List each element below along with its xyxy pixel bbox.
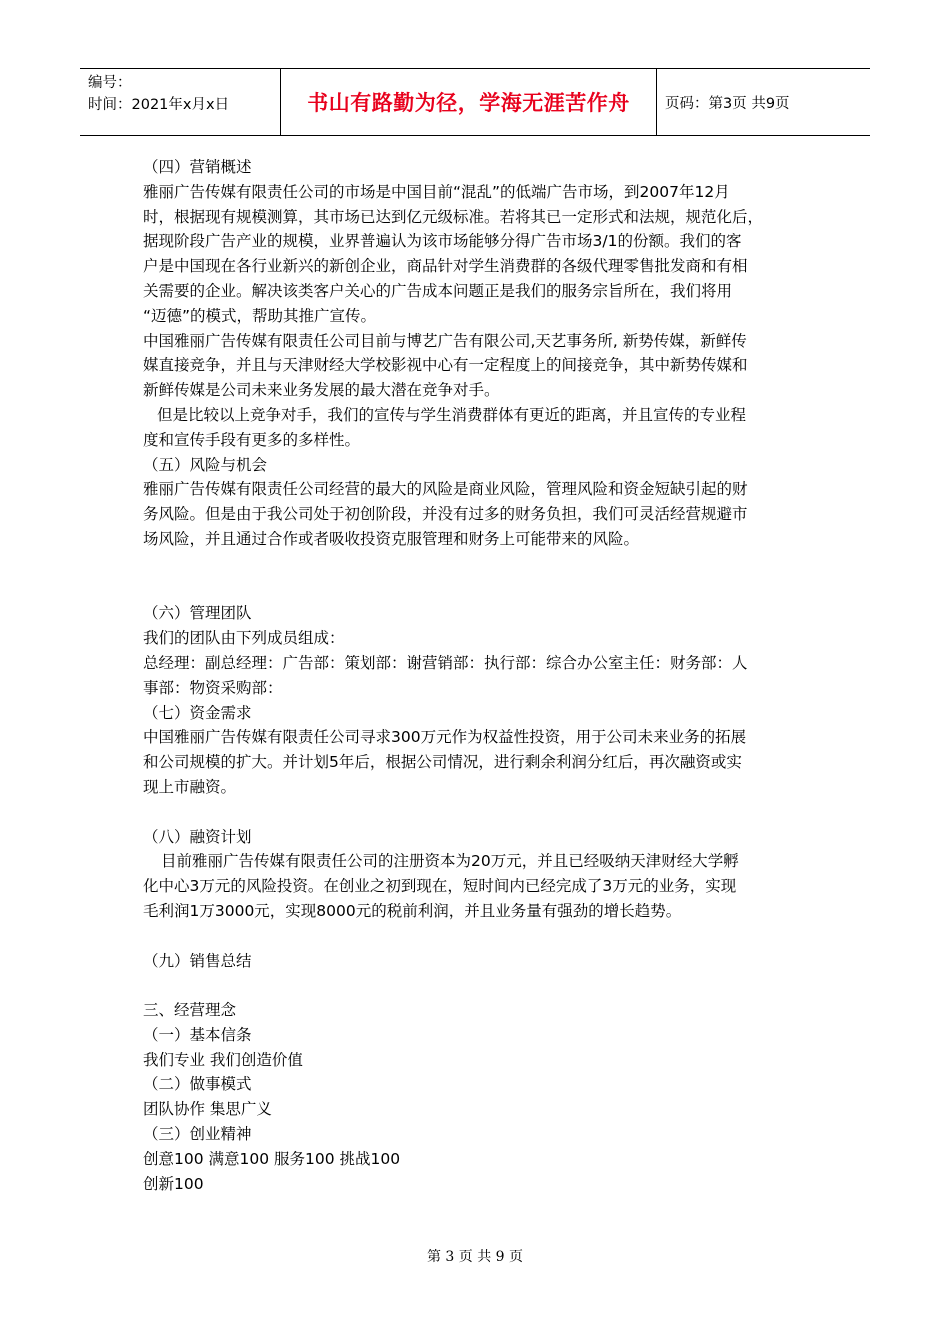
page-header [80,68,870,136]
paragraph-line: 度和宣传手段有更多的多样性。 [143,430,361,449]
paragraph-line: 户是中国现在各行业新兴的新创企业，商品针对学生消费群的各级代理零售批发商和有相 [143,257,748,276]
paragraph-line: 事部：物资采购部： [143,678,283,697]
paragraph-line: 和公司规模的扩大。并计划5年后，根据公司情况，进行剩余利润分红后，再次融资或实 [143,753,742,772]
paragraph-line: 团队协作 集思广义 [143,1100,272,1119]
section-heading: （三）创业精神 [143,1125,252,1144]
paragraph-line: “迈德”的模式，帮助其推广宣传。 [143,306,377,325]
spacer [143,973,803,998]
spacer [143,924,803,949]
chapter-heading: 三、经营理念 [143,1001,237,1020]
paragraph-line: 新鲜传媒是公司未来业务发展的最大潜在竞争对手。 [143,381,500,400]
paragraph-line: 现上市融资。 [143,777,237,796]
section-heading: （七）资金需求 [143,703,252,722]
paragraph-line: 创新100 [143,1174,204,1193]
section-heading: （二）做事模式 [143,1075,252,1094]
paragraph-line: 我们的团队由下列成员组成： [143,629,345,648]
section-heading: （六）管理团队 [143,604,252,623]
paragraph-line: 媒直接竞争，并且与天津财经大学校影视中心有一定程度上的间接竞争，其中新势传媒和 [143,356,748,375]
paragraph-line: 化中心3万元的风险投资。在创业之初到现在，短时间内已经完成了3万元的业务，实现 [143,877,737,896]
page-footer: 第 3 页 共 9 页 [426,1249,524,1265]
paragraph-line: 总经理：副总经理：广告部：策划部：谢营销部：执行部：综合办公室主任：财务部：人 [143,653,748,672]
paragraph-line: 中国雅丽广告传媒有限责任公司目前与博艺广告有限公司,天艺事务所, 新势传媒，新鲜传 [143,331,747,350]
header-page-number: 页码：第3页 共9页 [665,95,790,112]
header-motto: 书山有路勤为径，学海无涯苦作舟 [281,69,657,135]
spacer [143,552,803,602]
paragraph-line: 时，根据现有规模测算，其市场已达到亿元级标准。若将其已一定形式和法规，规范化后， [143,207,764,226]
section-heading: （八）融资计划 [143,827,252,846]
paragraph-line: 场风险，并且通过合作或者吸收投资克服管理和财务上可能带来的风险。 [143,529,640,548]
section-heading: （九）销售总结 [143,951,252,970]
paragraph-line: 但是比较以上竞争对手，我们的宣传与学生消费群体有更近的距离，并且宣传的专业程 [157,405,747,424]
document-number: 编号： [88,75,132,91]
paragraph-line: 务风险。但是由于我公司处于初创阶段，并没有过多的财务负担，我们可灵活经营规避市 [143,505,748,524]
section-heading: （五）风险与机会 [143,455,268,474]
paragraph-line: 目前雅丽广告传媒有限责任公司的注册资本为20万元，并且已经吸纳天津财经大学孵 [161,852,739,871]
paragraph-line: 关需要的企业。解决该类客户关心的广告成本问题正是我们的服务宗旨所在，我们将用 [143,281,733,300]
paragraph-line: 雅丽广告传媒有限责任公司经营的最大的风险是商业风险，管理风险和资金短缺引起的财 [143,480,748,499]
spacer [143,800,803,825]
document-body [143,155,803,1196]
paragraph-line: 创意100 满意100 服务100 挑战100 [143,1149,401,1168]
section-heading: （一）基本信条 [143,1025,252,1044]
section-heading: （四）营销概述 [143,158,252,176]
paragraph-line: 我们专业 我们创造价值 [143,1050,303,1069]
paragraph-line: 雅丽广告传媒有限责任公司的市场是中国目前“混乱”的低端广告市场，到2007年12月 [143,182,730,201]
paragraph-line: 中国雅丽广告传媒有限责任公司寻求300万元作为权益性投资，用于公司未来业务的拓展 [143,728,747,747]
paragraph-line: 据现阶段广告产业的规模，业界普遍认为该市场能够分得广告市场3/1的份额。我们的客 [143,232,742,251]
header-meta [80,69,281,135]
paragraph-line: 毛利润1万3000元，实现8000元的税前利润，并且业务量有强劲的增长趋势。 [143,901,682,920]
document-time: 时间：2021年x月x日 [88,97,230,113]
